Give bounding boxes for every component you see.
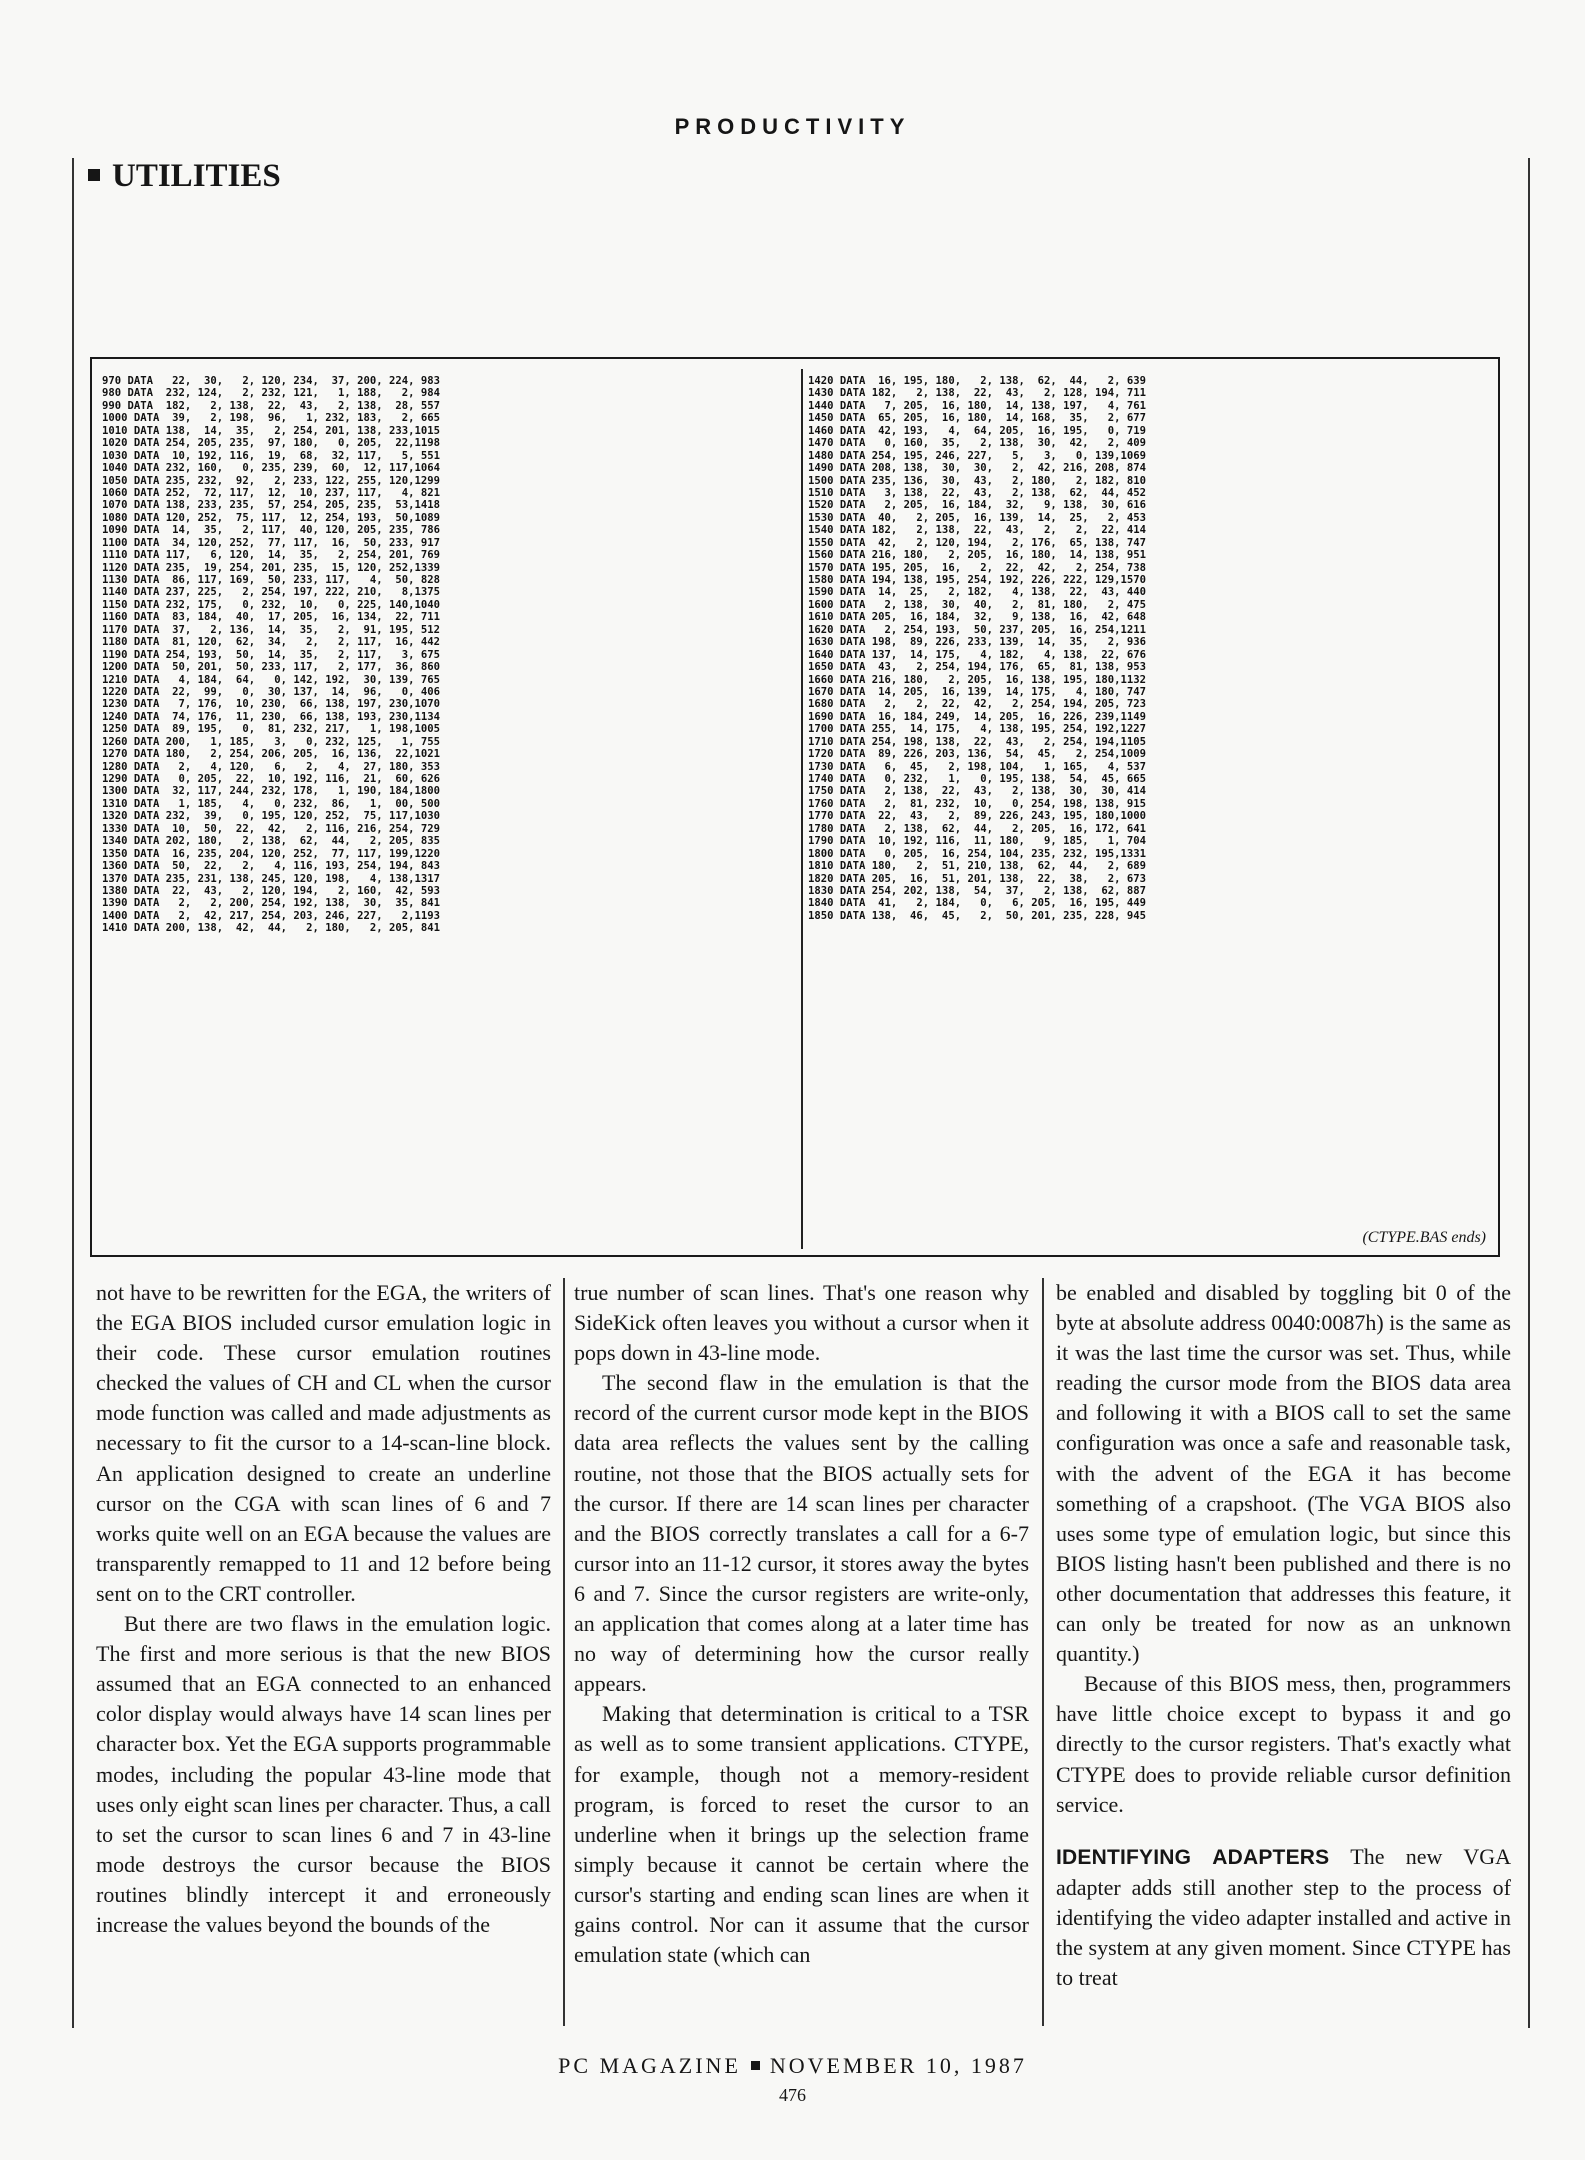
listing-line: 1010 DATA 138, 14, 35, 2, 254, 201, 138, 233,1015 [102,424,441,437]
department-heading [88,158,281,195]
footer-bullet-icon [751,2061,760,2070]
listing-line: 1630 DATA 198, 89, 226, 233, 139, 14, 35, 2, 936 [808,636,1147,649]
listing-line: 1140 DATA 237, 225, 2, 254, 197, 222, 210, 8,1375 [102,586,441,599]
col3-paragraph: be enabled and disabled by toggling bit 0 of the byte at absolute address 0040:0087h) is the same as it was the last time the cursor was set. Thus, while reading the cursor mode from the BIOS data area and following it with a BIOS call to set the same configuration was once a safe and reasonable task, with the advent of the EGA it has become something of a crapshoot. (The VGA BIOS also uses some type of emulation logic, but since this BIOS listing hasn't been published and there is no other documentation that addresses this feature, it can only be treated for now as an unknown quantity.) [1056,1280,1511,1667]
listing-line: 1080 DATA 120, 252, 75, 117, 12, 254, 193, 50,1089 [102,511,441,524]
listing-line: 1110 DATA 117, 6, 120, 14, 35, 2, 254, 201, 769 [102,549,441,562]
listing-line: 1280 DATA 2, 4, 120, 6, 2, 4, 27, 180, 353 [102,760,441,773]
listing-line: 1340 DATA 202, 180, 2, 138, 62, 44, 2, 205, 835 [102,835,441,848]
listing-line: 1820 DATA 205, 16, 51, 201, 138, 22, 38, 2, 673 [808,872,1147,885]
listing-line: 1070 DATA 138, 233, 235, 57, 254, 205, 235, 53,1418 [102,499,441,512]
footer-date: NOVEMBER 10, 1987 [769,2053,1027,2078]
subheading-body: The new VGA adapter adds still another step to the process of identifying the video adapter installed and active in the system at any given moment. Since CTYPE has to treat [1056,1843,1511,1991]
text-column-3 [1056,1278,1511,1993]
listing-line: 1430 DATA 182, 2, 138, 22, 43, 2, 128, 194, 711 [808,387,1147,400]
left-rule [72,158,74,2028]
listing-line: 1530 DATA 40, 2, 205, 16, 139, 14, 25, 2, 453 [808,511,1147,524]
listing-line: 1800 DATA 0, 205, 16, 254, 104, 235, 232, 195,1331 [808,847,1147,860]
section-label: PRODUCTIVITY [674,114,911,139]
listing-line: 1540 DATA 182, 2, 138, 22, 43, 2, 2, 22, 414 [808,524,1147,537]
listing-line: 1480 DATA 254, 195, 246, 227, 5, 3, 0, 139,1069 [808,449,1147,462]
listing-line: 1670 DATA 14, 205, 16, 139, 14, 175, 4, 180, 747 [808,685,1147,698]
listing-line: 1770 DATA 22, 43, 2, 89, 226, 243, 195, 180,1000 [808,810,1147,823]
listing-line: 1180 DATA 81, 120, 62, 34, 2, 2, 117, 16, 442 [102,636,441,649]
listing-line: 1610 DATA 205, 16, 184, 32, 9, 138, 16, 42, 648 [808,611,1147,624]
listing-line: 1120 DATA 235, 19, 254, 201, 235, 15, 120, 252,1339 [102,561,441,574]
listing-line: 1830 DATA 254, 202, 138, 54, 37, 2, 138, 62, 887 [808,884,1147,897]
col2-paragraph: true number of scan lines. That's one reason why SideKick often leaves you without a cursor when it pops down in 43-line mode. [574,1280,1029,1366]
listing-line: 1650 DATA 43, 2, 254, 194, 176, 65, 81, 138, 953 [808,661,1147,674]
listing-line: 1350 DATA 16, 235, 204, 120, 252, 77, 117, 199,1220 [102,847,441,860]
listing-line: 1220 DATA 22, 99, 0, 30, 137, 14, 96, 0, 406 [102,685,441,698]
listing-line: 1680 DATA 2, 2, 22, 42, 2, 254, 194, 205, 723 [808,698,1147,711]
listing-line: 1050 DATA 235, 232, 92, 2, 233, 122, 255, 120,1299 [102,474,441,487]
col1-paragraph: But there are two flaws in the emulation logic. The first and more serious is that the new BIOS assumed that an EGA connected to an enhanced color display would always have 14 scan lines per character box. Yet the EGA supports programmable modes, including the popular 43-line mode that uses only eight scan lines per character. Thus, a call to set the cursor to scan lines 6 and 7 in 43-line mode destroys the cursor because the BIOS routines blindly intercept it and erroneously increase the values beyond the bounds of the [96,1611,551,1937]
col3-paragraph: Because of this BIOS mess, then, programmers have little choice except to bypass it and go directly to the cursor registers. That's exactly what CTYPE does to provide reliable cursor definition service. [1056,1671,1511,1817]
listing-line: 1410 DATA 200, 138, 42, 44, 2, 180, 2, 205, 841 [102,922,441,935]
listing-line: 1420 DATA 16, 195, 180, 2, 138, 62, 44, 2, 639 [808,375,1147,387]
listing-line: 1550 DATA 42, 2, 120, 194, 2, 176, 65, 138, 747 [808,536,1147,549]
listing-line: 1730 DATA 6, 45, 2, 198, 104, 1, 165, 4, 537 [808,760,1147,773]
listing-line: 1690 DATA 16, 184, 249, 14, 205, 16, 226, 239,1149 [808,710,1147,723]
listing-line: 1470 DATA 0, 160, 35, 2, 138, 30, 42, 2, 409 [808,437,1147,450]
listing-end-note: (CTYPE.BAS ends) [1362,1229,1486,1246]
listing-line: 1000 DATA 39, 2, 198, 96, 1, 232, 183, 2, 665 [102,412,441,425]
listing-line: 1780 DATA 2, 138, 62, 44, 2, 205, 16, 172, 641 [808,822,1147,835]
listing-line: 1520 DATA 2, 205, 16, 184, 32, 9, 138, 30, 616 [808,499,1147,512]
listing-line: 1400 DATA 2, 42, 217, 254, 203, 246, 227, 2,1193 [102,909,441,922]
listing-line: 1810 DATA 180, 2, 51, 210, 138, 62, 44, 2, 689 [808,860,1147,873]
listing-line: 1580 DATA 194, 138, 195, 254, 192, 226, 222, 129,1570 [808,574,1147,586]
listing-line: 1590 DATA 14, 25, 2, 182, 4, 138, 22, 43, 440 [808,586,1147,599]
listing-line: 1440 DATA 7, 205, 16, 180, 14, 138, 197, 4, 761 [808,399,1147,412]
listing-line: 1660 DATA 216, 180, 2, 205, 16, 138, 195, 180,1132 [808,673,1147,686]
listing-line: 970 DATA 22, 30, 2, 120, 234, 37, 200, 224, 983 [102,375,441,387]
listing-line: 1040 DATA 232, 160, 0, 235, 239, 60, 12, 117,1064 [102,462,441,475]
listing-line: 1250 DATA 89, 195, 0, 81, 232, 217, 1, 198,1005 [102,723,441,736]
listing-line: 1570 DATA 195, 205, 16, 2, 22, 42, 2, 254, 738 [808,561,1147,574]
listing-line: 1290 DATA 0, 205, 22, 10, 192, 116, 21, 60, 626 [102,773,441,785]
col3-subheading-paragraph [1056,1842,1511,1993]
listing-line: 1740 DATA 0, 232, 1, 0, 195, 138, 54, 45, 665 [808,773,1147,785]
text-column-1 [96,1278,551,1940]
listing-line: 1850 DATA 138, 46, 45, 2, 50, 201, 235, 228, 945 [808,909,1147,922]
listing-line: 1760 DATA 2, 81, 232, 10, 0, 254, 198, 138, 915 [808,797,1147,810]
listing-line: 1150 DATA 232, 175, 0, 232, 10, 0, 225, 140,1040 [102,598,441,611]
code-listing-box [90,357,1500,1257]
listing-line: 1020 DATA 254, 205, 235, 97, 180, 0, 205, 22,1198 [102,437,441,450]
listing-line: 1510 DATA 3, 138, 22, 43, 2, 138, 62, 44, 452 [808,486,1147,499]
listing-line: 1500 DATA 235, 136, 30, 43, 2, 180, 2, 182, 810 [808,474,1147,487]
page-footer [0,2053,1585,2079]
listing-line: 1710 DATA 254, 198, 138, 22, 43, 2, 254, 194,1105 [808,735,1147,748]
listing-line: 1030 DATA 10, 192, 116, 19, 68, 32, 117, 5, 551 [102,449,441,462]
listing-line: 1060 DATA 252, 72, 117, 12, 10, 237, 117, 4, 821 [102,486,441,499]
listing-line: 1210 DATA 4, 184, 64, 0, 142, 192, 30, 139, 765 [102,673,441,686]
listing-line: 1090 DATA 14, 35, 2, 117, 40, 120, 205, 235, 786 [102,524,441,537]
page-number: 476 [779,2085,806,2105]
col2-paragraph: The second flaw in the emulation is that the record of the current cursor mode kept in the BIOS data area reflects the values sent by the calling routine, not those that the BIOS actually sets for the cursor. If there are 14 scan lines per character and the BIOS correctly translates a call for a 6-7 cursor into an 11-12 cursor, it stores away the bytes 6 and 7. Since the cursor registers are write-only, an application that comes along at a later time has no way of determining how the cursor really appears. [574,1370,1029,1697]
listing-left-column [102,375,792,935]
listing-line: 1390 DATA 2, 2, 200, 254, 192, 138, 30, 35, 841 [102,897,441,910]
listing-line: 1100 DATA 34, 120, 252, 77, 117, 16, 50, 233, 917 [102,536,441,549]
listing-line: 1200 DATA 50, 201, 50, 233, 117, 2, 177, 36, 860 [102,661,441,674]
column-divider [1042,1278,1044,2026]
listing-line: 1130 DATA 86, 117, 169, 50, 233, 117, 4, 50, 828 [102,574,441,586]
listing-right-column [808,375,1498,922]
listing-line: 1840 DATA 41, 2, 184, 0, 6, 205, 16, 195, 449 [808,897,1147,910]
listing-line: 1190 DATA 254, 193, 50, 14, 35, 2, 117, 3, 675 [102,648,441,661]
listing-line: 1160 DATA 83, 184, 40, 17, 205, 16, 134, 22, 711 [102,611,441,624]
right-rule [1528,158,1530,2028]
text-column-2 [574,1278,1029,1970]
listing-line: 1450 DATA 65, 205, 16, 180, 14, 168, 35, 2, 677 [808,412,1147,425]
listing-line: 1260 DATA 200, 1, 185, 3, 0, 232, 125, 1, 755 [102,735,441,748]
listing-line: 1310 DATA 1, 185, 4, 0, 232, 86, 1, 00, 500 [102,797,441,810]
footer-magazine: PC MAGAZINE [558,2053,741,2078]
listing-line: 1360 DATA 50, 22, 2, 4, 116, 193, 254, 194, 843 [102,860,441,873]
listing-line: 1460 DATA 42, 193, 4, 64, 205, 16, 195, 0, 719 [808,424,1147,437]
column-divider [563,1278,565,2026]
col2-paragraph: Making that determination is critical to a TSR as well as to some transient applications. CTYPE, for example, though not a memory-resident program, is forced to reset the cursor to an underline when it brings up the selection frame simply because it cannot be certain where the cursor's starting and ending scan lines are when it gains control. Nor can it assume that the cursor emulation state (which can [574,1701,1029,1968]
listing-line: 1230 DATA 7, 176, 10, 230, 66, 138, 197, 230,1070 [102,698,441,711]
listing-line: 1560 DATA 216, 180, 2, 205, 16, 180, 14, 138, 951 [808,549,1147,562]
listing-line: 1170 DATA 37, 2, 136, 14, 35, 2, 91, 195, 512 [102,623,441,636]
listing-line: 1640 DATA 137, 14, 175, 4, 182, 4, 138, 22, 676 [808,648,1147,661]
listing-line: 1720 DATA 89, 226, 203, 136, 54, 45, 2, 254,1009 [808,748,1147,761]
listing-line: 1330 DATA 10, 50, 22, 42, 2, 116, 216, 254, 729 [102,822,441,835]
listing-line: 1790 DATA 10, 192, 116, 11, 180, 9, 185, 1, 704 [808,835,1147,848]
listing-line: 990 DATA 182, 2, 138, 22, 43, 2, 138, 28, 557 [102,399,441,412]
listing-line: 1380 DATA 22, 43, 2, 120, 194, 2, 160, 42, 593 [102,884,441,897]
listing-line: 1240 DATA 74, 176, 11, 230, 66, 138, 193, 230,1134 [102,710,441,723]
listing-line: 1620 DATA 2, 254, 193, 50, 237, 205, 16, 254,1211 [808,623,1147,636]
listing-line: 1600 DATA 2, 138, 30, 40, 2, 81, 180, 2, 475 [808,598,1147,611]
listing-line: 980 DATA 232, 124, 2, 232, 121, 1, 188, 2, 984 [102,387,441,400]
listing-line: 1320 DATA 232, 39, 0, 195, 120, 252, 75, 117,1030 [102,810,441,823]
col1-paragraph: not have to be rewritten for the EGA, the writers of the EGA BIOS included cursor emulation logic in their code. These cursor emulation routines checked the values of CH and CL when the cursor mode function was called and made adjustments as necessary to fit the cursor to a 14-scan-line block. An application designed to create an underline cursor on the CGA with scan lines of 6 and 7 works quite well on an EGA because the values are transparently remapped to 11 and 12 before being sent on to the CRT controller. [96,1280,551,1606]
subheading-identifying-adapters: IDENTIFYING ADAPTERS [1056,1845,1330,1869]
listing-line: 1700 DATA 255, 14, 175, 4, 138, 195, 254, 192,1227 [808,723,1147,736]
listing-line: 1270 DATA 180, 2, 254, 206, 205, 16, 136, 22,1021 [102,748,441,761]
listing-line: 1750 DATA 2, 138, 22, 43, 2, 138, 30, 30, 414 [808,785,1147,798]
listing-line: 1370 DATA 235, 231, 138, 245, 120, 198, 4, 138,1317 [102,872,441,885]
listing-line: 1490 DATA 208, 138, 30, 30, 2, 42, 216, 208, 874 [808,462,1147,475]
bullet-icon [88,169,100,181]
listing-divider [801,369,803,1249]
department-title: UTILITIES [112,158,281,194]
listing-line: 1300 DATA 32, 117, 244, 232, 178, 1, 190, 184,1800 [102,785,441,798]
